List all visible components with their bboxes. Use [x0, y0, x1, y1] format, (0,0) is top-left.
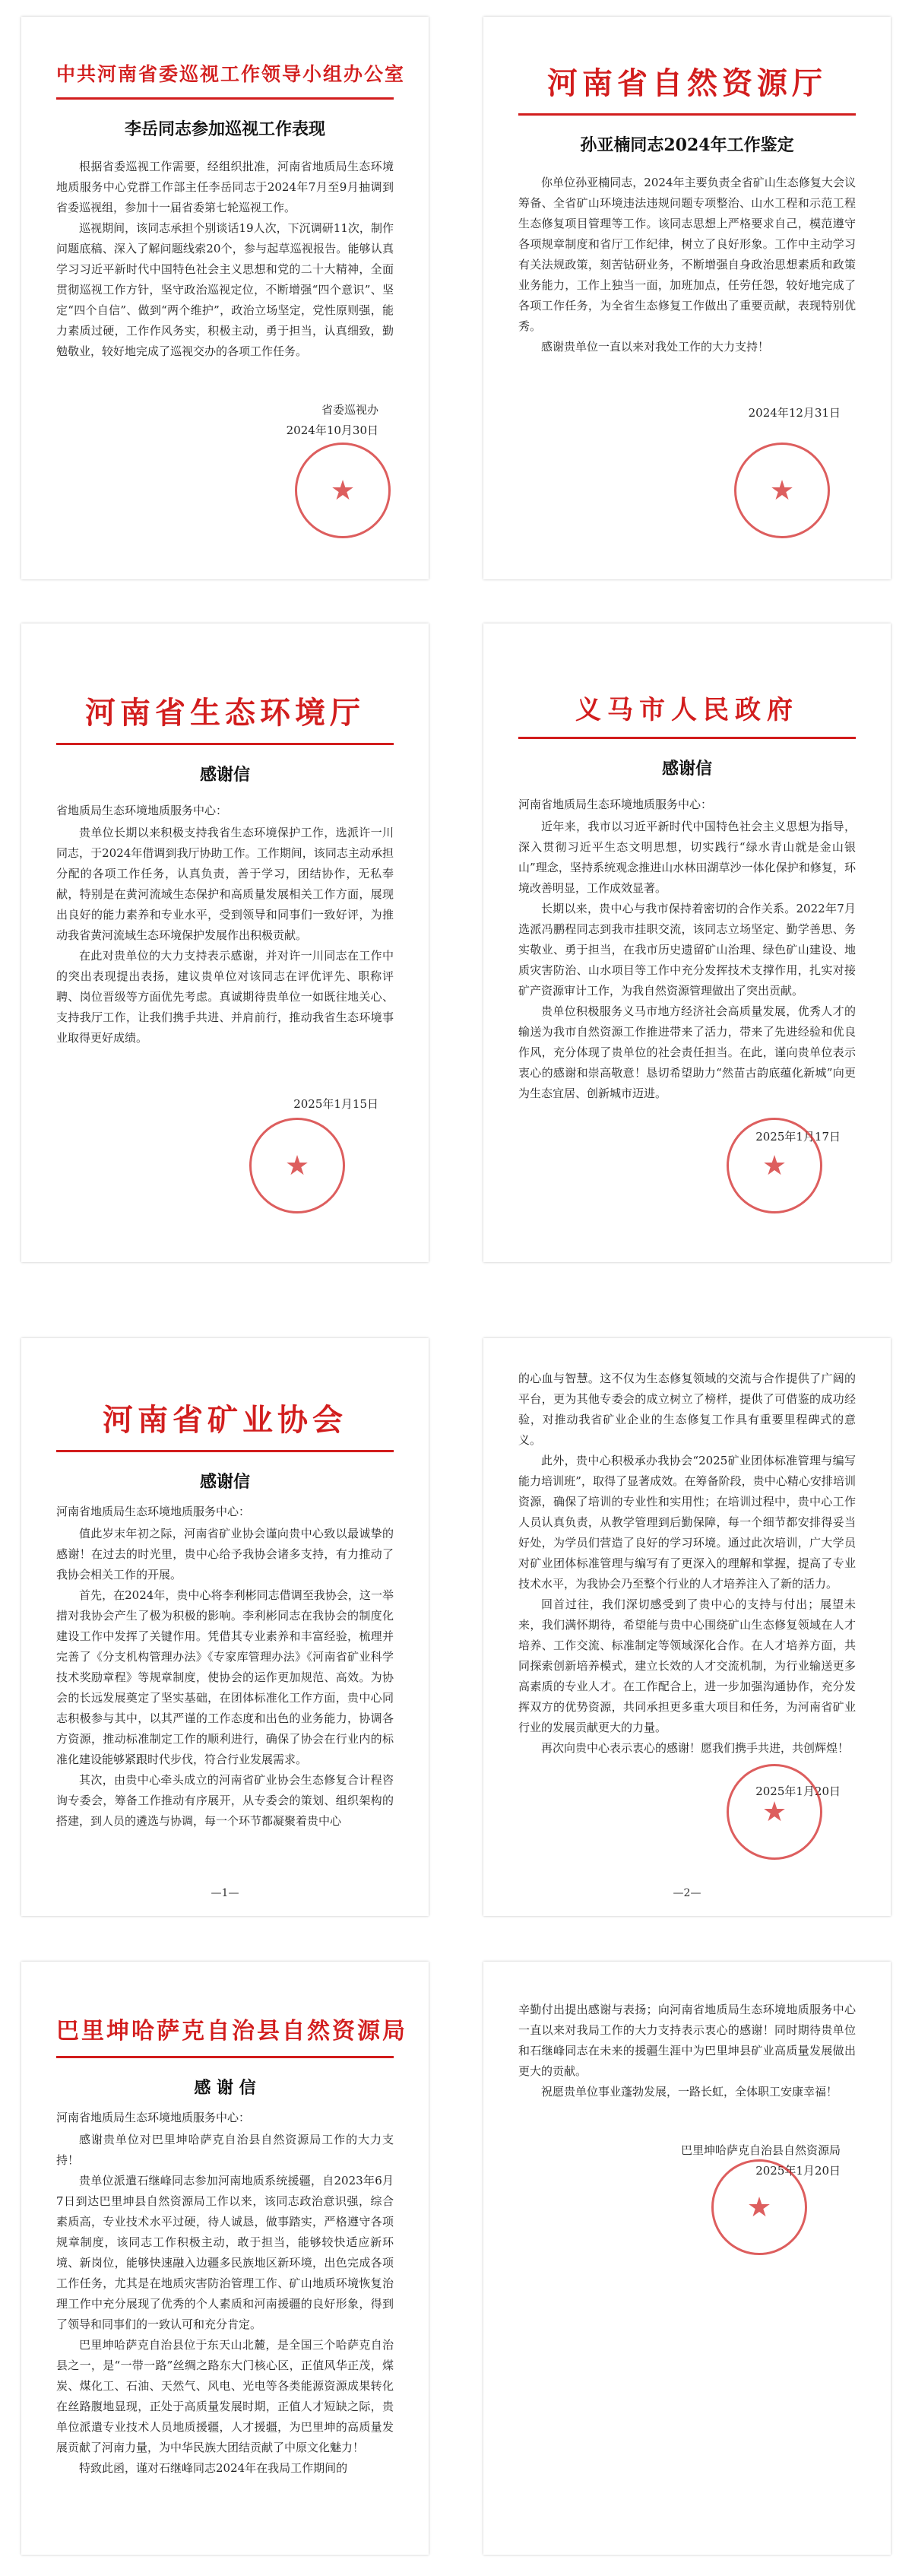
signature-block	[518, 1781, 856, 1802]
document-title: 感谢信	[199, 1472, 250, 1492]
greeting: 省地质局生态环境地质服务中心：	[56, 804, 228, 817]
official-seal	[727, 1764, 822, 1860]
date: 2025年1月15日	[293, 1097, 378, 1111]
greeting: 河南省地质局生态环境地质服务中心：	[56, 2111, 251, 2124]
seal-star-icon: ★	[762, 1796, 787, 1828]
signature-block	[56, 400, 394, 441]
document-title: 李岳同志参加巡视工作表现	[124, 119, 325, 139]
paragraph: 首先，在2024年，贵中心将李利彬同志借调至我协会，这一举措对我协会产生了极为积极的影响。李利彬同志在我协会的制度化建设工作中发挥了关键作用。凭借其专业素养和丰富经验，梳理并完善了《分支机构管理办法》《专家库管理办法》《河南省矿业科学技术奖励章程》等规章制度，使协会的运作更加规范、高效。为协会的长远发展奠定了坚实基础，在团体标准化工作方面，贵中心同志积极参与其中，以其严谨的工作态度和出色的业务能力，协调各方资源，推动标准制定工作的顺利进行，确保了协会在行业内的标准化建设能够紧跟时代步伐，符合行业发展需求。	[56, 1588, 394, 1766]
paragraph: 巴里坤哈萨克自治县位于东天山北麓，是全国三个哈萨克自治县之一，是“一带一路”丝绸之路东大门核心区，正值风华正茂，煤炭、煤化工、石油、天然气、风电、光电等各类能源资源成果转化在丝路腹地显现，正处于高质量发展时期，正值人才短缺之际，贵单位派遣专业技术人员地质援疆，人才援疆，为巴里坤的高质量发展贡献了河南力量，为中华民族大团结贡献了中原文化魅力！	[56, 2338, 394, 2454]
document-title: 孙亚楠同志2024年工作鉴定	[580, 135, 794, 155]
paragraph: 巡视期间，该同志承担个别谈话19人次，下沉调研11次，制作问题底稿、深入了解问题线索20个，参与起草巡视报告。能够认真学习习近平新时代中国特色社会主义思想和党的二十大精神，全面贯彻巡视工作方针，坚守政治巡视定位，不断增强“四个意识”、坚定“四个自信”、做到“两个维护”，政治立场坚定，党性原则强，能力素质过硬，工作作风务实，积极主动，勇于担当，认真细致，勤勉敬业，较好地完成了巡视交办的各项工作任务。	[56, 221, 394, 358]
seal-star-icon: ★	[769, 474, 795, 506]
paragraph: 长期以来，贵中心与我市保持着密切的合作关系。2022年7月选派冯鹏程同志到我市挂职交流，该同志立场坚定、勤学善思、务实敬业、勇于担当，在我市历史遗留矿山治理、绿色矿山建设、地质灾害防治、山水项目等工作中充分发挥技术支撑作用，扎实对接矿产资源审计工作，为我自然资源管理做出了突出贡献。	[518, 902, 856, 998]
doc-page-7	[21, 1962, 429, 2555]
signature: 巴里坤哈萨克自治县自然资源局	[680, 2143, 841, 2157]
red-divider-line	[56, 97, 394, 100]
signature-block	[518, 2140, 856, 2181]
greeting: 河南省地质局生态环境地质服务中心：	[518, 798, 713, 811]
signature-block	[518, 403, 856, 424]
page-number: —1—	[211, 1887, 239, 1899]
doc-page-5	[21, 1338, 429, 1916]
doc-page-8	[483, 1962, 891, 2555]
paragraph: 的心血与智慧。这不仅为生态修复领域的交流与合作提供了广阔的平台，更为其他专委会的成立树立了榜样，提供了可借鉴的成功经验，对推动我省矿业企业的生态修复工作具有重要里程碑式的意义。	[518, 1372, 856, 1447]
paragraph: 感谢贵单位一直以来对我处工作的大力支持！	[541, 340, 770, 354]
doc-page-4	[483, 623, 891, 1262]
masthead: 河南省自然资源厅	[547, 65, 827, 101]
paragraph: 根据省委巡视工作需要，经组织批准，河南省地质局生态环境地质服务中心党群工作部主任李岳同志于2024年7月至9月抽调到省委巡视组，参加十一届省委第七轮巡视工作。	[56, 160, 394, 214]
date: 2024年10月30日	[286, 424, 378, 437]
masthead: 巴里坤哈萨克自治县自然资源局	[56, 2018, 407, 2045]
paragraph: 辛勤付出提出感谢与表扬；向河南省地质局生态环境地质服务中心一直以来对我局工作的大力支持表示衷心的感谢！同时期待贵单位和石继峰同志在未来的援疆生涯中为巴里坤县矿业高质量发展做出更大的贡献。	[518, 2003, 856, 2078]
red-divider-line	[56, 1450, 394, 1452]
page-number: —2—	[673, 1887, 701, 1899]
signature-block	[56, 1094, 394, 1115]
date: 2025年1月20日	[755, 1784, 841, 1798]
doc-page-6	[483, 1338, 891, 1916]
seal-star-icon: ★	[330, 474, 356, 506]
masthead: 义马市人民政府	[575, 695, 799, 725]
paragraph: 回首过往，我们深切感受到了贵中心的支持与付出；展望未来，我们满怀期待，希望能与贵中心围绕矿山生态修复领域在人才培养、工作交流、标准制定等领域深化合作。在人才培养方面，共同探索创新培养模式，建立长效的人才交流机制，为行业输送更多高素质的专业人才。在工作配合上，进一步加强沟通协作，充分发挥双方的优势资源，共同承担更多重大项目和任务，为河南省矿业行业的发展贡献更大的力量。	[518, 1597, 856, 1734]
paragraph: 其次，由贵中心牵头成立的河南省矿业协会生态修复合计程咨询专委会，筹备工作推动有序展开，从专委会的策划、组织架构的搭建，到人员的遴选与协调，每一个环节都凝聚着贵中心	[56, 1773, 394, 1828]
red-divider-line	[56, 743, 394, 745]
doc-page-3	[21, 623, 429, 1262]
official-seal	[249, 1118, 345, 1213]
paragraph: 在此对贵单位的大力支持表示感谢，并对许一川同志在工作中的突出表现提出表扬，建议贵单位对该同志在评优评先、职称评聘、岗位晋级等方面优先考虑。真诚期待贵单位一如既往地关心、支持我厅工作，让我们携手共进、并肩前行，推动我省生态环境事业取得更好成绩。	[56, 949, 394, 1045]
paragraph: 特致此函，谨对石继峰同志2024年在我局工作期间的	[79, 2461, 348, 2475]
paragraph: 贵单位积极服务义马市地方经济社会高质量发展，优秀人才的输送为我市自然资源工作推进带来了活力，带来了先进经验和优良作风，充分体现了贵单位的社会责任担当。在此，谨向贵单位表示衷心的感谢和崇高敬意！恳切希望助力“然苗古韵底蕴化新城”向更为生态宜居、创新城市迈进。	[518, 1004, 856, 1100]
red-divider-line	[518, 737, 856, 739]
masthead: 中共河南省委巡视工作领导小组办公室	[56, 63, 406, 85]
paragraph: 再次向贵中心表示衷心的感谢！愿我们携手共进，共创辉煌！	[541, 1741, 850, 1755]
doc-page-2	[483, 17, 891, 579]
paragraph: 此外，贵中心积极承办我协会“2025矿业团体标准管理与编写能力培训班”，取得了显著成效。在筹备阶段，贵中心精心安排培训资源，确保了培训的专业性和实用性；在培训过程中，贵中心工作人员认真负责，从教学管理到后勤保障，每一个细节都安排得妥当好处，为学员们营造了良好的学习环境。通过此次培训，广大学员对矿业团体标准管理与编写有了更深入的理解和掌握，提高了专业技术水平，为我协会乃至整个行业的人才培养注入了新的活力。	[518, 1454, 856, 1591]
masthead: 河南省矿业协会	[103, 1402, 347, 1438]
document-title: 感谢信	[199, 765, 250, 785]
paragraph: 贵单位长期以来积极支持我省生态环境保护工作，选派许一川同志，于2024年借调到我厅协助工作。工作期间，该同志主动承担分配的各项工作任务，认真负责，善于学习，团结协作，无私奉献，特别是在黄河流域生态保护和高质量发展相关工作方面，展现出良好的能力素养和专业水平，受到领导和同事们一致好评，为推动我省黄河流域生态环境保护发展作出积极贡献。	[56, 826, 394, 942]
official-seal	[734, 443, 830, 538]
signature-block	[518, 1127, 856, 1147]
paragraph: 近年来，我市以习近平新时代中国特色社会主义思想为指导，深入贯彻习近平生态文明思想，切实践行“绿水青山就是金山银山”理念，坚持系统观念推进山水林田湖草沙一体化保护和修复，环境改善明显，工作成效显著。	[518, 820, 856, 895]
paragraph: 值此岁末年初之际，河南省矿业协会谨向贵中心致以最诚挚的感谢！在过去的时光里，贵中心给予我协会诸多支持，有力推动了我协会相关工作的开展。	[56, 1527, 394, 1581]
paragraph: 祝愿贵单位事业蓬勃发展，一路长虹，全体职工安康幸福！	[541, 2085, 838, 2099]
document-title: 感 谢 信	[194, 2078, 256, 2098]
paragraph: 你单位孙亚楠同志，2024年主要负责全省矿山生态修复大会议筹备、全省矿山环境违法违规问题专项整治、山水工程和示范工程生态修复项目管理等工作。该同志思想上严格要求自己，模范遵守各项规章制度和省厅工作纪律，树立了良好形象。工作中主动学习有关法规政策，刻苦钻研业务，不断增强自身政治思想素质和政策业务能力，工作上独当一面，加班加点，任劳任怨，较好地完成了各项工作任务，为全省生态修复工作做出了重要贡献，表现特别优秀。	[518, 176, 856, 333]
paragraph: 感谢贵单位对巴里坤哈萨克自治县自然资源局工作的大力支持！	[56, 2133, 394, 2167]
document-title: 感谢信	[661, 759, 712, 779]
seal-star-icon: ★	[746, 2191, 772, 2223]
seal-star-icon: ★	[762, 1150, 787, 1182]
seal-star-icon: ★	[284, 1150, 310, 1182]
official-seal	[295, 443, 391, 538]
greeting: 河南省地质局生态环境地质服务中心：	[56, 1505, 251, 1518]
red-divider-line	[56, 2056, 394, 2058]
paragraph: 贵单位派遣石继峰同志参加河南地质系统援疆，自2023年6月7日到达巴里坤县自然资源局工作以来，该同志政治意识强，综合素质高，专业技术水平过硬，待人诚恳，做事踏实，严格遵守各项规章制度，该同志工作积极主动，敢于担当，能够较快适应新环境、新岗位，能够快速融入边疆多民族地区新环境，出色完成各项工作任务，尤其是在地质灾害防治管理工作、矿山地质环境恢复治理工作中充分展现了优秀的个人素质和河南援疆的良好形象，得到了领导和同事们的一致认可和充分肯定。	[56, 2174, 394, 2331]
date: 2025年1月17日	[755, 1130, 841, 1144]
signature: 省委巡视办	[321, 403, 378, 417]
masthead: 河南省生态环境厅	[85, 695, 365, 731]
date: 2025年1月20日	[755, 2164, 841, 2178]
doc-page-1	[21, 17, 429, 579]
red-divider-line	[518, 113, 856, 116]
date: 2024年12月31日	[748, 406, 841, 420]
